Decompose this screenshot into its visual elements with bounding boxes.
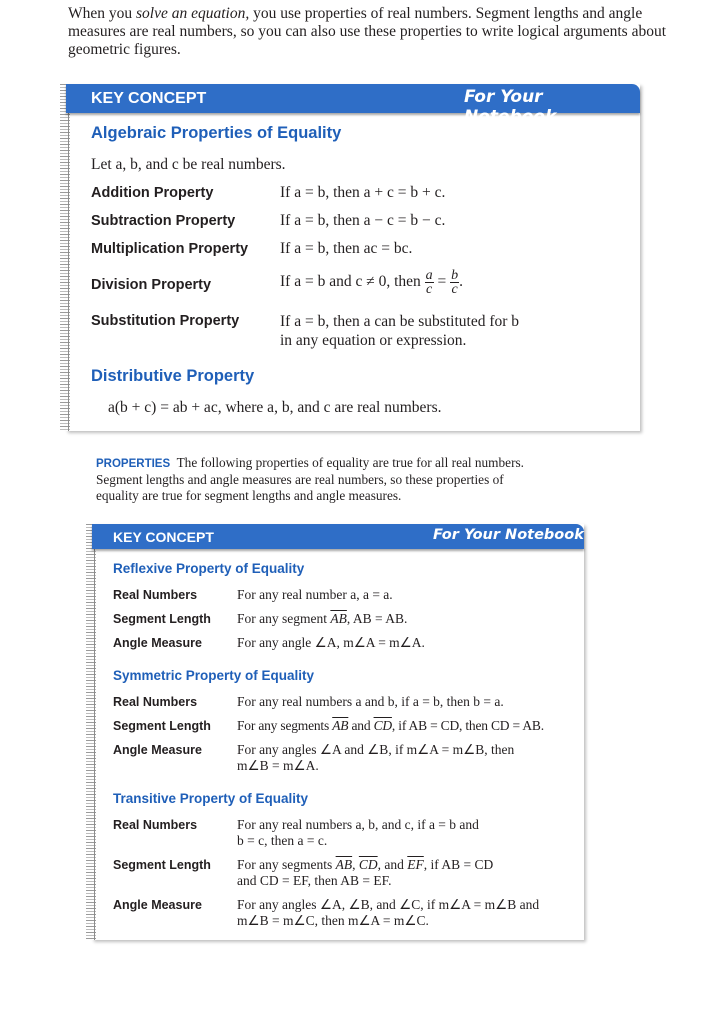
subtraction-property-label: Subtraction Property <box>91 213 236 229</box>
key-concept-box-algebraic <box>66 84 640 431</box>
text-line-1: For any angles ∠A, ∠B, and ∠C, if m∠A = m∠B and <box>237 897 540 912</box>
section-title-reflexive: Reflexive Property of Equality <box>113 561 305 576</box>
transitive-real-numbers-text <box>237 817 479 849</box>
text-part: For any segments <box>237 857 336 872</box>
for-your-notebook-label: For Your Notebook <box>464 87 557 127</box>
addition-property-label: Addition Property <box>91 185 214 201</box>
intro-text-2: you use properties of real numbers. Segment lengths and angle measures are real numbers, so you can also use these properties to write logical arguments about geometric figures. <box>68 5 666 58</box>
segment-cd: $\overline{CD}$ <box>358 857 378 872</box>
fraction-denominator: c <box>426 281 433 297</box>
text-part: , if AB = CD, then CD = AB. <box>391 718 544 733</box>
properties-text: The following properties of equality are true for all real numbers. Segment lengths and angle measures are real numbers, so these properties of equality are true for segment lengths and angle measures. <box>96 455 525 503</box>
text-line-2: m∠B = m∠C, then m∠A = m∠C. <box>237 913 429 928</box>
reflexive-segment-length-text <box>237 611 407 627</box>
section-title-transitive: Transitive Property of Equality <box>113 791 309 806</box>
text-part: For any segment <box>237 611 331 626</box>
multiplication-property-label: Multiplication Property <box>91 241 249 257</box>
text-part: , AB = AB. <box>346 611 408 626</box>
intro-italic: solve an equation, <box>136 5 250 22</box>
intro-text-1: When you <box>68 5 137 22</box>
text-line-2: b = c, then a = c. <box>237 833 328 848</box>
substitution-line-2: in any equation or expression. <box>280 332 467 349</box>
reflexive-angle-measure-text: For any angle ∠A, m∠A = m∠A. <box>237 635 425 650</box>
for-your-notebook-label: For Your Notebook <box>433 527 584 543</box>
key-concept-box-equality <box>92 524 584 940</box>
fraction-denominator: c <box>451 281 458 297</box>
reflexive-angle-measure-label: Angle Measure <box>113 636 202 650</box>
symmetric-segment-length-text <box>237 718 544 734</box>
section-title-algebraic: Algebraic Properties of Equality <box>91 124 342 142</box>
transitive-angle-measure-text <box>237 897 539 929</box>
fraction-numerator: b <box>451 267 459 283</box>
transitive-segment-length-label: Segment Length <box>113 858 211 872</box>
fraction-b-over-c <box>450 269 459 296</box>
segment-ab: $\overline{AB}$ <box>332 718 349 733</box>
segment-ab: $\overline{AB}$ <box>330 611 347 626</box>
intro-paragraph <box>68 5 668 59</box>
segment-ef: $\overline{EF}$ <box>407 857 424 872</box>
symmetric-angle-measure-text <box>237 742 514 774</box>
subtraction-property-text: If a = b, then a − c = b − c. <box>280 212 446 229</box>
text-part: , <box>352 857 359 872</box>
text-line-1 <box>237 857 493 873</box>
symmetric-real-numbers-label: Real Numbers <box>113 695 198 709</box>
key-concept-banner <box>92 524 584 549</box>
reflexive-segment-length-label: Segment Length <box>113 612 211 626</box>
division-property-text: If a = b and c ≠ 0, then $\frac{a}{c}$ = $\frac{b}{c}$ . <box>280 267 464 297</box>
symmetric-segment-length-label: Segment Length <box>113 719 211 733</box>
key-concept-banner <box>66 84 640 127</box>
reflexive-real-numbers-text: For any real number a, a = a. <box>237 587 393 602</box>
substitution-property-label: Substitution Property <box>91 313 240 329</box>
notebook-margin-line <box>68 84 69 431</box>
section-title-distributive: Distributive Property <box>91 367 255 385</box>
let-line: Let a, b, and c be real numbers. <box>91 156 286 173</box>
segment-cd: $\overline{CD}$ <box>373 718 392 733</box>
division-property-label: Division Property <box>91 277 212 293</box>
properties-paragraph <box>96 455 536 504</box>
section-title-symmetric: Symmetric Property of Equality <box>113 668 315 683</box>
key-concept-title: KEY CONCEPT <box>91 90 207 107</box>
symmetric-real-numbers-text: For any real numbers a and b, if a = b, then b = a. <box>237 694 504 709</box>
segment-ab: $\overline{AB}$ <box>335 857 353 872</box>
key-concept-title: KEY CONCEPT <box>113 529 214 545</box>
division-text-before: If a = b and c ≠ 0, then <box>280 273 421 290</box>
text-part: , and <box>377 857 408 872</box>
transitive-angle-measure-label: Angle Measure <box>113 898 202 912</box>
fraction-a-over-c <box>425 269 434 296</box>
transitive-segment-length-text <box>237 857 493 889</box>
substitution-line-1: If a = b, then a can be substituted for b <box>280 313 520 330</box>
text-line-2: m∠B = m∠A. <box>237 758 319 773</box>
multiplication-property-text: If a = b, then ac = bc. <box>280 240 413 257</box>
text-line-1: For any real numbers a, b, and c, if a = b and <box>237 817 479 832</box>
text-part: and <box>348 718 374 733</box>
symmetric-angle-measure-label: Angle Measure <box>113 743 202 757</box>
text-part: , if AB = CD <box>423 857 494 872</box>
properties-heading: PROPERTIES <box>96 458 171 470</box>
text-line-1: For any angles ∠A and ∠B, if m∠A = m∠B, then <box>237 742 515 757</box>
addition-property-text: If a = b, then a + c = b + c. <box>280 184 446 201</box>
text-line-2: and CD = EF, then AB = EF. <box>237 873 392 888</box>
distributive-text: a(b + c) = ab + ac, where a, b, and c are real numbers. <box>108 399 442 416</box>
text-part: For any segments <box>237 718 333 733</box>
notebook-margin-line <box>94 524 95 940</box>
substitution-property-text <box>280 312 519 350</box>
reflexive-real-numbers-label: Real Numbers <box>113 588 198 602</box>
fraction-numerator: a <box>425 267 433 283</box>
transitive-real-numbers-label: Real Numbers <box>113 818 198 832</box>
